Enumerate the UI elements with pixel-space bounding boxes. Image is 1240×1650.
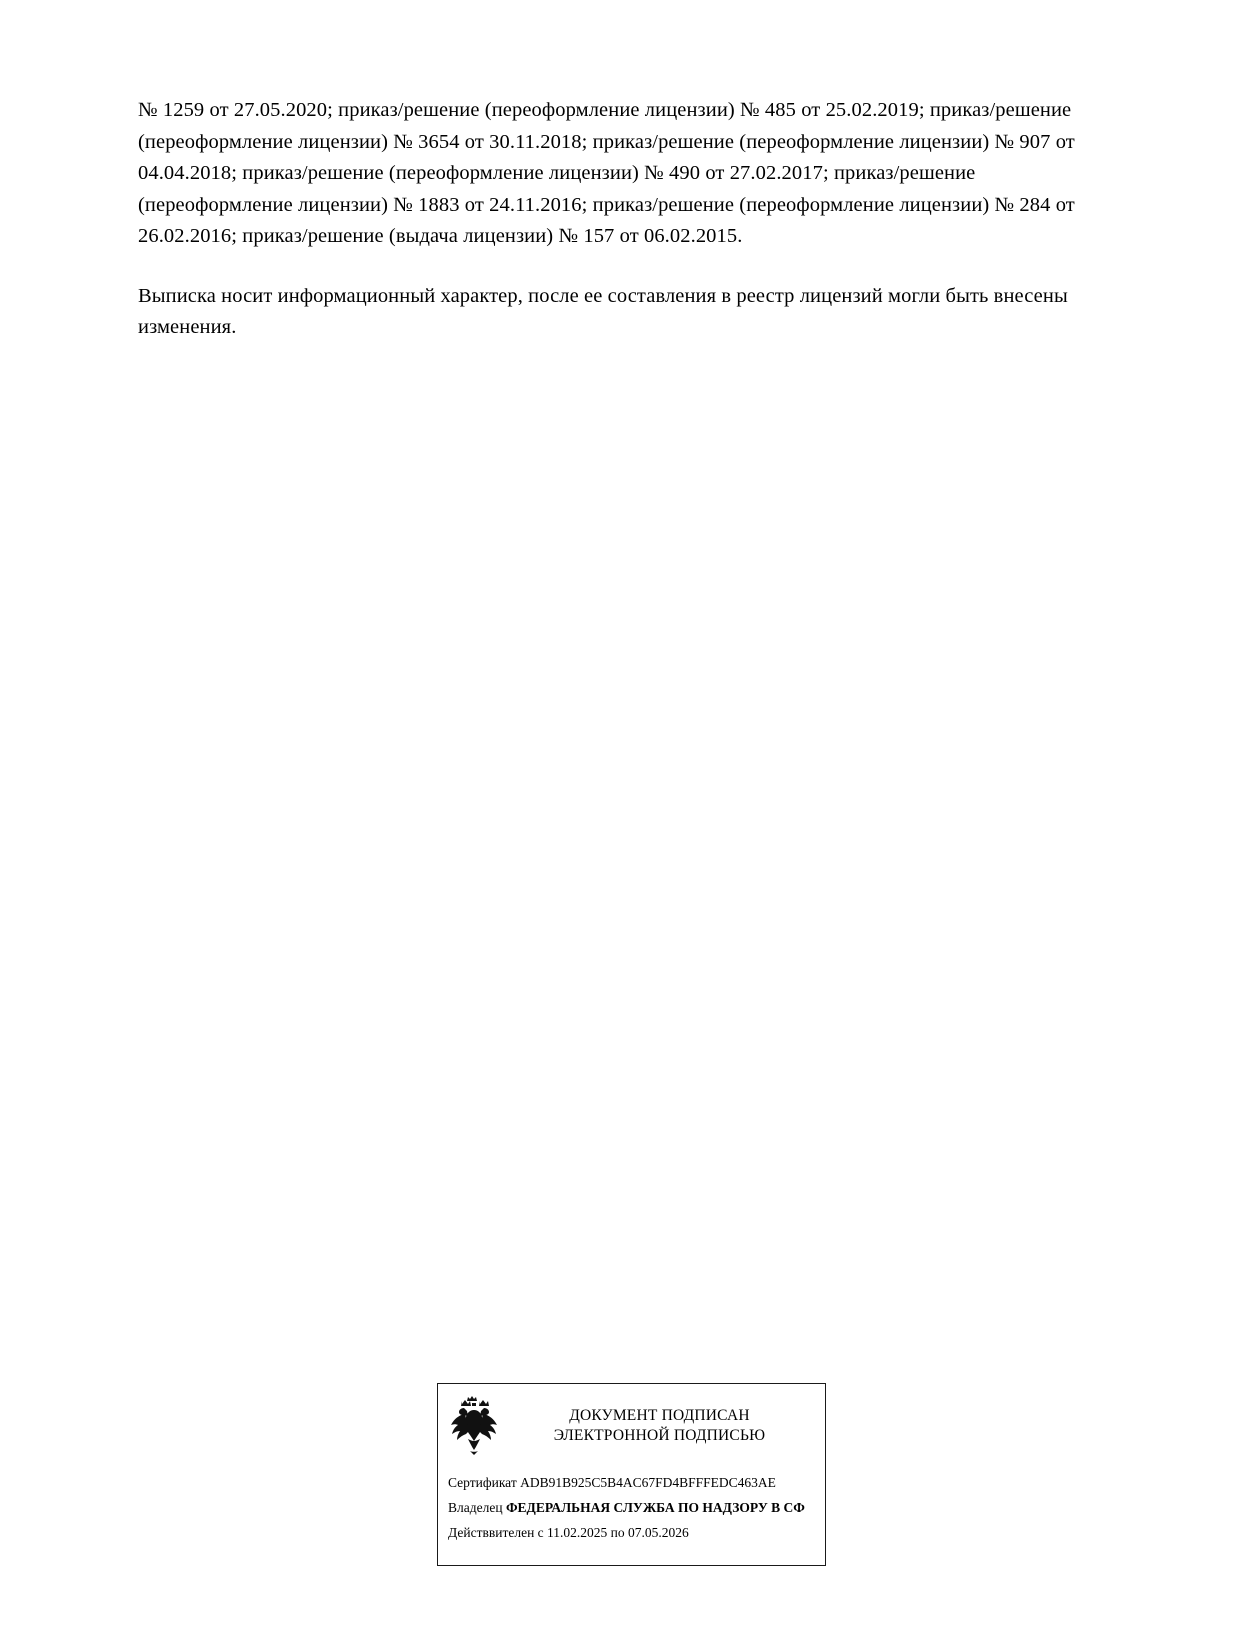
- stamp-certificate-value: ADB91B925C5B4AC67FD4BFFFEDC463AE: [520, 1475, 776, 1490]
- stamp-owner-line: [448, 1495, 825, 1520]
- paragraph-disclaimer: Выписка носит информационный характер, после ее составления в реестр лицензий могли быть внесены изменения.: [138, 284, 1068, 338]
- paragraph-license-orders: № 1259 от 27.05.2020; приказ/решение (переоформление лицензии) № 485 от 25.02.2019; приказ/решение (переоформление лицензии) № 3654 от 30.11.2018; приказ/решение (переоформление лицензии) № 907 от 04.04.2018; приказ/решение (переоформление лицензии) № 490 от 27.02.2017; приказ/решение (переоформление лицензии) № 1883 от 24.11.2016; приказ/решение (переоформление лицензии) № 284 от 26.02.2016; приказ/решение (выдача лицензии) № 157 от 06.02.2015.: [138, 99, 1075, 247]
- stamp-certificate-label: Сертификат: [448, 1475, 517, 1490]
- stamp-title-line-2: ЭЛЕКТРОННОЙ ПОДПИСЬЮ: [553, 1427, 766, 1444]
- stamp-details: [438, 1462, 825, 1545]
- stamp-valid-to: 07.05.2026: [628, 1525, 689, 1540]
- stamp-header: [438, 1384, 825, 1462]
- stamp-title: [506, 1406, 819, 1446]
- stamp-valid-label: Действвителен с: [448, 1525, 544, 1540]
- stamp-owner-value: ФЕДЕРАЛЬНАЯ СЛУЖБА ПО НАДЗОРУ В СФ: [505, 1500, 805, 1515]
- stamp-valid-to-label: по: [610, 1525, 625, 1540]
- electronic-signature-stamp: [437, 1383, 826, 1566]
- document-body: [138, 95, 1104, 344]
- stamp-title-line-1: ДОКУМЕНТ ПОДПИСАН: [569, 1407, 750, 1424]
- stamp-valid-from: 11.02.2025: [547, 1525, 608, 1540]
- stamp-owner-label: Владелец: [448, 1500, 503, 1515]
- stamp-certificate-line: [448, 1470, 825, 1495]
- double-headed-eagle-icon: [446, 1395, 502, 1457]
- stamp-validity-line: [448, 1520, 825, 1545]
